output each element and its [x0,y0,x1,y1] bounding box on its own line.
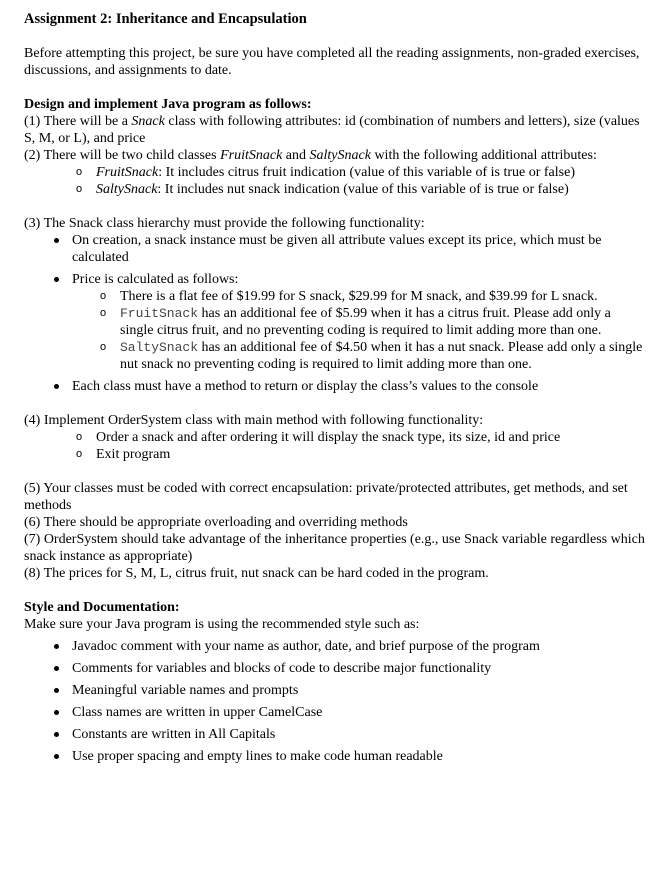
list-item: Use proper spacing and empty lines to make code human readable [24,748,646,765]
functionality-list-2 [24,378,646,395]
requirement-6: (6) There should be appropriate overloading and overriding methods [24,515,408,530]
list-item: o FruitSnack has an additional fee of $5.99 when it has a citrus fruit. Please add only a single citrus fruit, and no preventing coding is required to limit adding more than one. [24,305,646,339]
list-item: Price is calculated as follows: [24,271,646,288]
requirement-8: (8) The prices for S, M, L, citrus fruit, nut snack can be hard coded in the program. [24,566,489,581]
document-page [24,10,646,765]
list-item: o SaltySnack has an additional fee of $4.50 when it has a nut snack. Please add only a single nut snack no preventing coding is required to limit adding more than one. [24,339,646,373]
order-system-heading: (4) Implement OrderSystem class with main method with following functionality: [24,413,484,428]
price-list [24,288,646,373]
list-item: o Exit program [24,446,646,463]
functionality-heading: (3) The Snack class hierarchy must provide the following functionality: [24,216,425,231]
list-item: Javadoc comment with your name as author, date, and brief purpose of the program [24,638,646,655]
order-system-list [24,429,646,463]
list-item: o Order a snack and after ordering it will display the snack type, its size, id and price [24,429,646,446]
page-title: Assignment 2: Inheritance and Encapsulation [24,11,307,27]
list-item: o SaltySnack: It includes nut snack indication (value of this variable of is true or false) [24,181,646,198]
requirement-2: (2) There will be two child classes FruitSnack and SaltySnack with the following additional attributes: [24,148,597,163]
list-item: o There is a flat fee of $19.99 for S snack, $29.99 for M snack, and $39.99 for L snack. [24,288,646,305]
requirement-7: (7) OrderSystem should take advantage of the inheritance properties (e.g., use Snack variable regardless which snack instance as appropriate) [24,532,645,564]
style-intro: Make sure your Java program is using the recommended style such as: [24,617,420,632]
intro-paragraph: Before attempting this project, be sure you have completed all the reading assignments, non-graded exercises, discussions, and assignments to date. [24,46,640,78]
list-item: o FruitSnack: It includes citrus fruit indication (value of this variable of is true or false) [24,164,646,181]
list-item: Comments for variables and blocks of code to describe major functionality [24,660,646,677]
list-item: Each class must have a method to return or display the class’s values to the console [24,378,646,395]
list-item: Constants are written in All Capitals [24,726,646,743]
child-class-list [24,164,646,198]
style-list [24,638,646,765]
requirement-1: (1) There will be a Snack class with following attributes: id (combination of numbers and letters), size (values S, M, or L), and price [24,114,640,146]
list-item: Meaningful variable names and prompts [24,682,646,699]
style-heading: Style and Documentation: [24,600,180,615]
list-item: Class names are written in upper CamelCase [24,704,646,721]
list-item: On creation, a snack instance must be given all attribute values except its price, which must be calculated [24,232,646,266]
design-heading: Design and implement Java program as follows: [24,97,312,112]
functionality-list [24,232,646,288]
requirement-5: (5) Your classes must be coded with correct encapsulation: private/protected attributes, get methods, and set methods [24,481,628,513]
